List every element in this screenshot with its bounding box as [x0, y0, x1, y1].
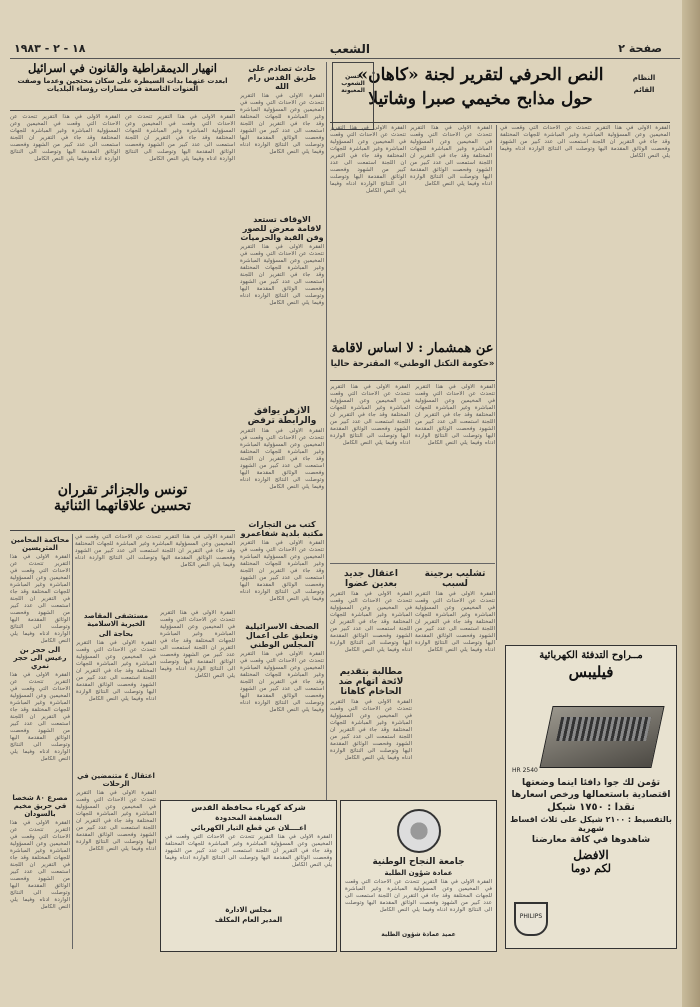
- hospital-title: مستشفى المقاصد الخيرية الاسلامية: [83, 612, 149, 628]
- ad-line1: تؤمن لك جوا دافئا اينما وضعتها: [522, 777, 660, 788]
- box-label: حسن الشعوب المغبونة: [332, 62, 374, 130]
- electric-line: اعــــلان عن قطع التيار الكهربائي: [190, 824, 307, 832]
- heater-icon: [539, 706, 664, 768]
- jerusalem-electric-notice: شركة كهرباء محافظة القدس المساهمة المحدودة اعــــلان عن قطع التيار الكهربائي الفقرة الاولى في هذا التقرير تتحدث عن الاحداث التي وقعت في المخيمين وعن المسؤولية المباشرة وغير المباشرة للجهات المختلفة وقد جاء في التقرير ان اللجنة استمعت الى عدد كبير من الشهود وفحصت الوثائق المقدمة اليها وتوصلت الى النتائج الواردة ادناه وفيما يلي النص الكامل مجلس الادارة المدير العام المكلف: [160, 800, 337, 952]
- news-arrest-text: الفقرة الاولى في هذا التقرير تتحدث عن الاحداث التي وقعت في المخيمين وعن المسؤولية المباشرة وغير المباشرة للجهات المختلفة وقد جاء في التقرير ان اللجنة استمعت الى عدد كبير من الشهود وفحصت الوثائق المقدمة اليها وتوصلت الى النتائج الواردة ادناه وفيما يلي النص الكامل: [330, 591, 412, 653]
- ad-price-cash: نقدا : ١٧٥٠ شيكل: [547, 801, 635, 813]
- kahan-report-headline: [330, 62, 670, 123]
- electric-sub: المساهمة المحدودة: [215, 814, 282, 822]
- ad-promo: شاهدوها في كافة معارضنا: [531, 834, 651, 845]
- tunisia-text: الفقرة الاولى في هذا التقرير تتحدث عن الاحداث التي وقعت في المخيمين وعن المسؤولية المباشرة وغير المباشرة للجهات المختلفة وقد جاء في التقرير ان اللجنة استمعت الى عدد كبير من الشهود وفحصت الوثائق المقدمة اليها وتوصلت الى النتائج الواردة ادناه وفيما يلي النص الكامل: [75, 534, 235, 568]
- left-h4: مصرع ٨٠ شخصا في حريق مخيم بالسودان: [12, 794, 68, 818]
- ad-headline: مــراوح التدفئة الكهربائية: [539, 650, 643, 661]
- news-kahana-title: مطالبة بتقديم لائحة اتهام ضد الحاخام كاهانا: [338, 667, 404, 697]
- kahan-text-col3: الفقرة الاولى في هذا التقرير تتحدث عن الاحداث التي وقعت في المخيمين وعن المسؤولية المباشرة وغير المباشرة للجهات المختلفة وقد جاء في التقرير ان اللجنة استمعت الى عدد كبير من الشهود وفحصت الوثائق المقدمة اليها وتوصلت الى النتائج الواردة ادناه وفيما يلي النص الكامل: [330, 125, 406, 194]
- left-news-column: محاكمة المحامين المتريسين الفقرة الاولى في هذا التقرير تتحدث عن الاحداث التي وقعت في المخيمين وعن المسؤولية المباشرة وغير المباشرة للجهات المختلفة وقد جاء في التقرير ان اللجنة استمعت الى عدد كبير من الشهود وفحصت الوثائق المقدمة اليها وتوصلت الى النتائج الواردة ادناه وفيما يلي النص الكامل الى حجر بن رعيس الى حجر نمري الفقرة الاولى في هذا التقرير تتحدث عن الاحداث التي وقعت في المخيمين وعن المسؤولية المباشرة وغير المباشرة للجهات المختلفة وقد جاء في التقرير ان اللجنة استمعت الى عدد كبير من الشهود وفحصت الوثائق المقدمة اليها وتوصلت الى النتائج الواردة ادناه وفيما يلي النص الكامل مصرع ٨٠ شخصا في حريق مخيم بالسودان الفقرة الاولى في هذا التقرير تتحدث عن الاحداث التي وقعت في المخيمين وعن المسؤولية المباشرة وغير المباشرة للجهات المختلفة وقد جاء في التقرير ان اللجنة استمعت الى عدد كبير من الشهود وفحصت الوثائق المقدمة اليها وتوصلت الى النتائج الواردة ادناه وفيما يلي النص الكامل: [10, 536, 70, 910]
- hashemi-subtitle: «حكومة التكتل الوطني» المقترحة حاليا: [330, 358, 495, 369]
- news-kahana-text: الفقرة الاولى في هذا التقرير تتحدث عن الاحداث التي وقعت في المخيمين وعن المسؤولية المباشرة وغير المباشرة للجهات المختلفة وقد جاء في التقرير ان اللجنة استمعت الى عدد كبير من الشهود وفحصت الوثائق المقدمة اليها وتوصلت الى النتائج الواردة ادناه وفيما يلي النص الكامل: [330, 699, 412, 761]
- democracy-title: انهيار الديمقراطية والقانون في اسرائيل: [28, 62, 217, 75]
- democracy-subtitle: ابعدت عنهما بدات السيطرة على سكان محتجين وعدما وصفت العنوات التاسعة في مسارات رؤساء البلديات: [17, 77, 228, 94]
- hashemi-text-a: الفقرة الاولى في هذا التقرير تتحدث عن الاحداث التي وقعت في المخيمين وعن المسؤولية المباشرة وغير المباشرة للجهات المختلفة وقد جاء في التقرير ان اللجنة استمعت الى عدد كبير من الشهود وفحصت الوثائق المقدمة اليها وتوصلت الى النتائج الواردة ادناه وفيما يلي النص الكامل: [415, 384, 495, 446]
- news-tashlib: [415, 567, 495, 767]
- mid-h2: الاوقاف تستعد لاقامة معرض للصور وفن القبة والحرميات: [240, 215, 324, 242]
- left-h3: اعتقال ٤ متنمضين في الرحلات: [77, 772, 155, 788]
- democracy-text-b: الفقرة الاولى في هذا التقرير تتحدث عن الاحداث التي وقعت في المخيمين وعن المسؤولية المباشرة وغير المباشرة للجهات المختلفة وقد جاء في التقرير ان اللجنة استمعت الى عدد كبير من الشهود وفحصت الوثائق المقدمة اليها وتوصلت الى النتائج الواردة ادناه وفيما يلي النص الكامل: [10, 114, 120, 162]
- ad-brand: فيليبس: [568, 662, 614, 681]
- ad-line2: اقتصادية باستعمالها ورخص اسعارها: [511, 789, 671, 800]
- mid-h3: الازهر يوافق والرابطة ترفض: [247, 406, 317, 426]
- najah-footer: عميد عمادة شؤون الطلبة: [381, 931, 456, 938]
- news-arrest-title: اعتقال جديد بعدين عضوا: [344, 569, 398, 589]
- philips-logo-icon: PHILIPS: [514, 902, 548, 936]
- electric-footer2: المدير العام المكلف: [214, 916, 283, 924]
- left-h1: محاكمة المحامين المتريسين: [10, 536, 70, 552]
- mid-h4: كتب من التجارات مكتبة بلدية شفاعمرو: [240, 520, 324, 538]
- ad-price-installment: بالتقسيط : ٢١٠٠ شيكل على ثلاث اقساط شهرية: [510, 814, 672, 833]
- najah-title: جامعة النجاح الوطنية: [372, 857, 465, 867]
- mid-h5: الصحف الاسرائيلية وتعليق على اعمال المجلس الوطني: [245, 622, 319, 649]
- kahan-subtitle: حول مذابح مخيمي صبرا وشاتيلا: [368, 89, 593, 109]
- najah-sub: عمادة شؤون الطلبة: [384, 869, 453, 877]
- heater-image: [506, 681, 676, 776]
- electric-footer1: مجلس الادارة: [225, 906, 272, 914]
- najah-university-notice: [340, 800, 497, 952]
- kahan-title: النص الحرفي لتقرير لجنة «كاهان»: [357, 65, 604, 85]
- najah-emblem-icon: [397, 809, 441, 853]
- ad-footer1: الافضل: [573, 847, 609, 862]
- democracy-text-a: الفقرة الاولى في هذا التقرير تتحدث عن الاحداث التي وقعت في المخيمين وعن المسؤولية المباشرة وغير المباشرة للجهات المختلفة وقد جاء في التقرير ان اللجنة استمعت الى عدد كبير من الشهود وفحصت الوثائق المقدمة اليها وتوصلت الى النتائج الواردة ادناه وفيما يلي النص الكامل: [125, 114, 235, 162]
- kahan-text-col2: الفقرة الاولى في هذا التقرير تتحدث عن الاحداث التي وقعت في المخيمين وعن المسؤولية المباشرة وغير المباشرة للجهات المختلفة وقد جاء في التقرير ان اللجنة استمعت الى عدد كبير من الشهود وفحصت الوثائق المقدمة اليها وتوصلت الى النتائج الواردة ادناه وفيما يلي النص الكامل: [410, 125, 492, 187]
- philips-heater-ad: [505, 645, 677, 949]
- model-number: HR 2540: [512, 766, 538, 774]
- news-tashlib-text: الفقرة الاولى في هذا التقرير تتحدث عن الاحداث التي وقعت في المخيمين وعن المسؤولية المباشرة وغير المباشرة للجهات المختلفة وقد جاء في التقرير ان اللجنة استمعت الى عدد كبير من الشهود وفحصت الوثائق المقدمة اليها وتوصلت الى النتائج الواردة ادناه وفيما يلي النص الكامل: [415, 591, 495, 653]
- news-tashlib-title: تشليب برجينة لسبب: [424, 569, 486, 589]
- hashemi-title: عن همشمار : لا اساس لاقامة: [331, 341, 494, 356]
- democracy-headline: [10, 62, 235, 111]
- ad-footer2: لكم دوما: [570, 861, 612, 875]
- tunisia-text-cont: الفقرة الاولى في هذا التقرير تتحدث عن الاحداث التي وقعت في المخيمين وعن المسؤولية المباشرة وغير المباشرة للجهات المختلفة وقد جاء في التقرير ان اللجنة استمعت الى عدد كبير من الشهود وفحصت الوثائق المقدمة اليها وتوصلت الى النتائج الواردة ادناه وفيما يلي النص الكامل: [160, 610, 235, 679]
- side-label: النظام القائم: [632, 74, 656, 94]
- kahan-text-col1: الفقرة الاولى في هذا التقرير تتحدث عن الاحداث التي وقعت في المخيمين وعن المسؤولية المباشرة وغير المباشرة للجهات المختلفة وقد جاء في التقرير ان اللجنة استمعت الى عدد كبير من الشهود وفحصت الوثائق المقدمة اليها وتوصلت الى النتائج الواردة ادناه وفيما يلي النص الكامل: [500, 125, 670, 159]
- mid-h1: حادث تصادم على طريق القدس رام الله: [247, 64, 317, 91]
- hospital-sub: بحاجة الى: [98, 630, 134, 638]
- hashemi-text-b: الفقرة الاولى في هذا التقرير تتحدث عن الاحداث التي وقعت في المخيمين وعن المسؤولية المباشرة وغير المباشرة للجهات المختلفة وقد جاء في التقرير ان اللجنة استمعت الى عدد كبير من الشهود وفحصت الوثائق المقدمة اليها وتوصلت الى النتائج الواردة ادناه وفيما يلي النص الكامل: [330, 384, 410, 446]
- tunisia-headline: [10, 482, 235, 531]
- left-h2: الى حجر بن رعيس الى حجر نمري: [13, 646, 67, 670]
- tunisia-title: تونس والجزائر تقرران: [57, 482, 188, 498]
- issue-date: ١٨ - ٢ - ١٩٨٣: [14, 42, 86, 55]
- hashemi-headline: [330, 340, 495, 381]
- news-arrest: [330, 567, 412, 767]
- arrests-news: اعتقال ٤ متنمضين في الرحلات الفقرة الاولى في هذا التقرير تتحدث عن الاحداث التي وقعت في المخيمين وعن المسؤولية المباشرة وغير المباشرة للجهات المختلفة وقد جاء في التقرير ان اللجنة استمعت الى عدد كبير من الشهود وفحصت الوثائق المقدمة اليها وتوصلت الى النتائج الواردة ادناه وفيما يلي النص الكامل: [76, 772, 156, 852]
- tunisia-subtitle: تحسين علاقاتهما الثنائية: [54, 498, 191, 515]
- page-number: صفحة ٢: [618, 42, 662, 55]
- column-divider: [496, 125, 497, 640]
- newspaper-name: الشعب: [329, 42, 370, 56]
- page-binding: [682, 0, 700, 1007]
- najah-text: الفقرة الاولى في هذا التقرير تتحدث عن الاحداث التي وقعت في المخيمين وعن المسؤولية المباشرة وغير المباشرة للجهات المختلفة وقد جاء في التقرير ان اللجنة استمعت الى عدد كبير من الشهود وفحصت الوثائق المقدمة اليها وتوصلت الى النتائج الواردة ادناه وفيما يلي النص الكامل: [345, 879, 492, 913]
- middle-column: حادث تصادم على طريق القدس رام الله الفقرة الاولى في هذا التقرير تتحدث عن الاحداث التي وقعت في المخيمين وعن المسؤولية المباشرة وغير المباشرة للجهات المختلفة وقد جاء في التقرير ان اللجنة استمعت الى عدد كبير من الشهود وفحصت الوثائق المقدمة اليها وتوصلت الى النتائج الواردة ادناه وفيما يلي النص الكامل الاوقاف تستعد لاقامة معرض للصور وفن القبة والحرميات الفقرة الاولى في هذا التقرير تتحدث عن الاحداث التي وقعت في المخيمين وعن المسؤولية المباشرة وغير المباشرة للجهات المختلفة وقد جاء في التقرير ان اللجنة استمعت الى عدد كبير من الشهود وفحصت الوثائق المقدمة اليها وتوصلت الى النتائج الواردة ادناه وفيما يلي النص الكامل الازهر يوافق والرابطة ترفض الفقرة الاولى في هذا التقرير تتحدث عن الاحداث التي وقعت في المخيمين وعن المسؤولية المباشرة وغير المباشرة للجهات المختلفة وقد جاء في التقرير ان اللجنة استمعت الى عدد كبير من الشهود وفحصت الوثائق المقدمة اليها وتوصلت الى النتائج الواردة ادناه وفيما يلي النص الكامل كتب من التجارات مكتبة بلدية شفاعمرو الفقرة الاولى في هذا التقرير تتحدث عن الاحداث التي وقعت في المخيمين وعن المسؤولية المباشرة وغير المباشرة للجهات المختلفة وقد جاء في التقرير ان اللجنة استمعت الى عدد كبير من الشهود وفحصت الوثائق المقدمة اليها وتوصلت الى النتائج الواردة ادناه وفيما يلي النص الكامل الصحف الاسرائيلية وتعليق على اعمال المجلس الوطني الفقرة الاولى في هذا التقرير تتحدث عن الاحداث التي وقعت في المخيمين وعن المسؤولية المباشرة وغير المباشرة للجهات المختلفة وقد جاء في التقرير ان اللجنة استمعت الى عدد كبير من الشهود وفحصت الوثائق المقدمة اليها وتوصلت الى النتائج الواردة ادناه وفيما يلي النص الكامل: [240, 64, 324, 713]
- hospital-ad: مستشفى المقاصد الخيرية الاسلامية بحاجة الى الفقرة الاولى في هذا التقرير تتحدث عن الاحداث التي وقعت في المخيمين وعن المسؤولية المباشرة وغير المباشرة للجهات المختلفة وقد جاء في التقرير ان اللجنة استمعت الى عدد كبير من الشهود وفحصت الوثائق المقدمة اليها وتوصلت الى النتائج الواردة ادناه وفيما يلي النص الكامل: [76, 612, 156, 702]
- electric-title: شركة كهرباء محافظة القدس: [191, 803, 306, 812]
- page-header: [10, 40, 680, 59]
